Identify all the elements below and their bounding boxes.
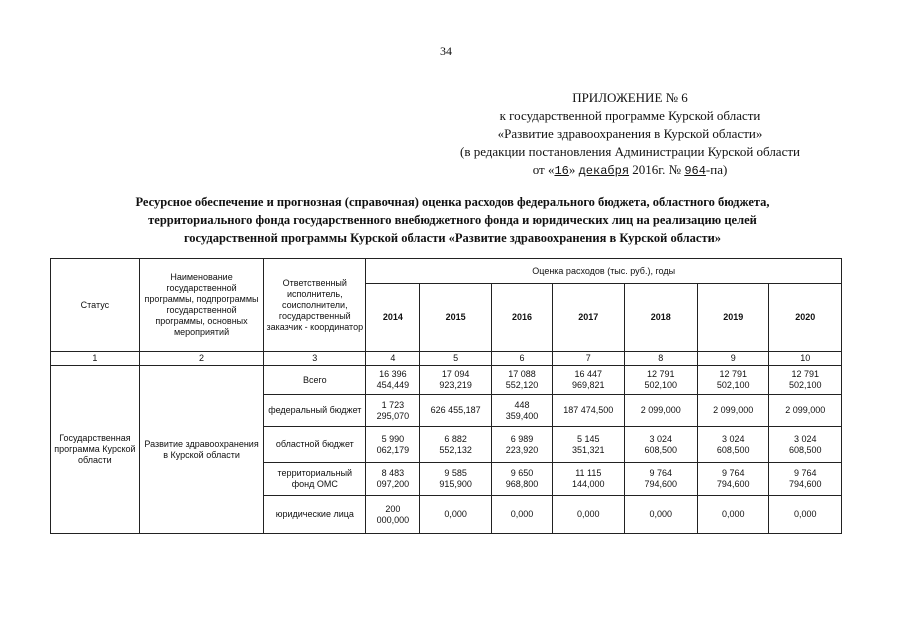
value-cell: 6 989 223,920 (505, 433, 539, 455)
value-cell: 11 115 144,000 (572, 468, 605, 489)
value-cell: 0,000 (649, 509, 673, 519)
value-cell: 3 024 608,500 (716, 433, 750, 455)
column-number-row (51, 352, 842, 366)
value-cell: 5 990 062,179 (376, 433, 410, 455)
header-year: 2020 (769, 284, 842, 352)
value-cell: 8 483 097,200 (376, 468, 410, 489)
value-cell: 0,000 (444, 509, 467, 519)
status-cell: Государственная программа Курской области (51, 366, 140, 534)
date-mid: » (568, 162, 576, 177)
value-cell: 12 791 502,100 (788, 369, 822, 390)
value-cell: 0,000 (577, 509, 600, 519)
value-cell: 9 585 915,900 (439, 468, 472, 489)
date-day: 16 (554, 164, 569, 178)
column-number: 5 (420, 352, 491, 366)
date-prefix: от « (532, 162, 555, 177)
date-suffix: -па) (705, 162, 728, 177)
header-status: Статус (51, 259, 140, 352)
column-number: 10 (769, 352, 842, 366)
date-month: декабря (578, 164, 630, 178)
value-cell: 0,000 (510, 509, 534, 519)
value-cell: 9 764 794,600 (644, 468, 678, 489)
value-cell: 2 099,000 (640, 405, 681, 415)
value-cell: 9 650 968,800 (505, 468, 539, 489)
value-cell: 17 088 552,120 (505, 369, 539, 390)
appendix-header (420, 89, 840, 180)
column-number: 8 (624, 352, 697, 366)
title-line-1: Ресурсное обеспечение и прогнозная (справочная) оценка расходов федерального бюджета, областного бюджета, (135, 195, 770, 209)
column-number: 6 (491, 352, 552, 366)
budget-table (50, 258, 842, 534)
table-row (51, 366, 842, 395)
date-number: 964 (684, 164, 706, 178)
value-cell: 3 024 608,500 (788, 433, 822, 455)
column-number: 4 (366, 352, 420, 366)
title-line-3: государственной программы Курской области «Развитие здравоохранения в Курской области» (183, 231, 722, 245)
document-title (55, 193, 850, 247)
value-cell: 0,000 (793, 509, 817, 519)
header-year: 2016 (491, 284, 552, 352)
header-year: 2017 (553, 284, 624, 352)
value-cell: 1 723 295,070 (376, 399, 410, 421)
value-cell: 12 791 502,100 (644, 369, 678, 390)
value-cell: 2 099,000 (713, 405, 754, 415)
column-number: 1 (51, 352, 140, 366)
header-name: Наименование государственной программы, подпрограммы государственной программы, основных мероприятий (139, 259, 264, 352)
value-cell: 187 474,500 (563, 405, 614, 415)
source-cell: Всего (264, 366, 366, 395)
value-cell: 16 396 454,449 (376, 369, 410, 390)
value-cell: 5 145 351,321 (572, 433, 605, 455)
appendix-line-2: «Развитие здравоохранения в Курской области» (497, 126, 763, 141)
value-cell: 16 447 969,821 (572, 369, 605, 390)
header-year: 2019 (697, 284, 768, 352)
header-year: 2014 (366, 284, 420, 352)
column-number: 3 (264, 352, 366, 366)
value-cell: 12 791 502,100 (716, 369, 750, 390)
appendix-date-line (420, 161, 840, 180)
appendix-line-3: (в редакции постановления Администрации Курской области (459, 144, 800, 159)
value-cell: 448 359,400 (505, 399, 539, 421)
column-number: 9 (697, 352, 768, 366)
source-cell: территориальный фонд ОМС (264, 463, 366, 496)
value-cell: 9 764 794,600 (716, 468, 750, 489)
value-cell: 626 455,187 (430, 405, 481, 415)
column-number: 2 (139, 352, 264, 366)
column-number: 7 (553, 352, 624, 366)
value-cell: 3 024 608,500 (644, 433, 678, 455)
value-cell: 2 099,000 (785, 405, 826, 415)
title-line-2: территориального фонда государственного внебюджетного фонда и юридических лиц на реализацию целей (148, 213, 757, 227)
value-cell: 200 000,000 (376, 503, 410, 525)
date-year: 2016г. № (632, 162, 682, 177)
header-executor: Ответственный исполнитель, соисполнители, государственный заказчик - координатор (264, 259, 366, 352)
appendix-title: ПРИЛОЖЕНИЕ № 6 (572, 90, 688, 105)
header-estimate: Оценка расходов (тыс. руб.), годы (366, 259, 842, 284)
source-cell: федеральный бюджет (264, 395, 366, 427)
value-cell: 9 764 794,600 (788, 468, 822, 489)
source-cell: областной бюджет (264, 427, 366, 463)
value-cell: 6 882 552,132 (439, 433, 472, 455)
value-cell: 17 094 923,219 (439, 369, 472, 390)
value-cell: 0,000 (721, 509, 745, 519)
program-cell: Развитие здравоохранения в Курской области (139, 366, 264, 534)
appendix-line-1: к государственной программе Курской области (499, 108, 761, 123)
header-year: 2015 (420, 284, 491, 352)
source-cell: юридические лица (264, 496, 366, 534)
page-number: 34 (440, 44, 452, 58)
header-year: 2018 (624, 284, 697, 352)
